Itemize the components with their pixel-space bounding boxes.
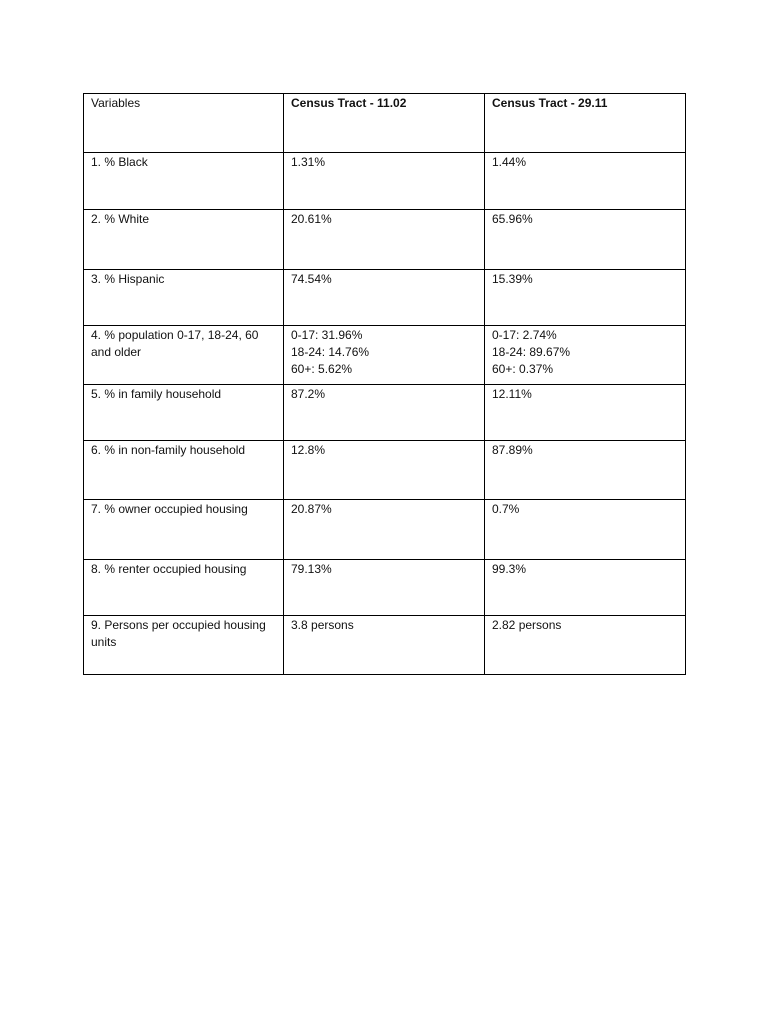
- variable-cell: 1. % Black: [84, 153, 284, 210]
- table-row: [84, 153, 686, 210]
- tract-11-02-cell: 3.8 persons: [284, 616, 485, 675]
- variable-cell: 5. % in family household: [84, 385, 284, 441]
- tract-11-02-cell: 20.61%: [284, 210, 485, 270]
- tract-29-11-cell: 15.39%: [485, 270, 686, 326]
- tract-11-02-cell: 0-17: 31.96% 18-24: 14.76% 60+: 5.62%: [284, 326, 485, 385]
- tract-11-02-cell: 79.13%: [284, 560, 485, 616]
- tract-11-02-cell: 12.8%: [284, 441, 485, 500]
- table-row: [84, 500, 686, 560]
- header-variables: Variables: [84, 94, 284, 153]
- table-row: [84, 326, 686, 385]
- variable-cell: 9. Persons per occupied housing units: [84, 616, 284, 675]
- table-row: [84, 385, 686, 441]
- tract-29-11-cell: 2.82 persons: [485, 616, 686, 675]
- tract-29-11-cell: 0-17: 2.74% 18-24: 89.67% 60+: 0.37%: [485, 326, 686, 385]
- variable-cell: 3. % Hispanic: [84, 270, 284, 326]
- table-header-row: [84, 94, 686, 153]
- header-census-tract-29-11: Census Tract - 29.11: [485, 94, 686, 153]
- variable-cell: 7. % owner occupied housing: [84, 500, 284, 560]
- table-row: [84, 560, 686, 616]
- tract-29-11-cell: 87.89%: [485, 441, 686, 500]
- tract-29-11-cell: 0.7%: [485, 500, 686, 560]
- tract-29-11-cell: 65.96%: [485, 210, 686, 270]
- variable-cell: 6. % in non-family household: [84, 441, 284, 500]
- variable-cell: 4. % population 0-17, 18-24, 60 and older: [84, 326, 284, 385]
- tract-11-02-cell: 74.54%: [284, 270, 485, 326]
- tract-11-02-cell: 87.2%: [284, 385, 485, 441]
- table-row: [84, 441, 686, 500]
- tract-29-11-cell: 1.44%: [485, 153, 686, 210]
- tract-11-02-cell: 20.87%: [284, 500, 485, 560]
- table-row: [84, 210, 686, 270]
- table-row: [84, 270, 686, 326]
- tract-11-02-cell: 1.31%: [284, 153, 485, 210]
- census-table: [83, 93, 686, 675]
- table-row: [84, 616, 686, 675]
- tract-29-11-cell: 12.11%: [485, 385, 686, 441]
- variable-cell: 8. % renter occupied housing: [84, 560, 284, 616]
- header-census-tract-11-02: Census Tract - 11.02: [284, 94, 485, 153]
- tract-29-11-cell: 99.3%: [485, 560, 686, 616]
- variable-cell: 2. % White: [84, 210, 284, 270]
